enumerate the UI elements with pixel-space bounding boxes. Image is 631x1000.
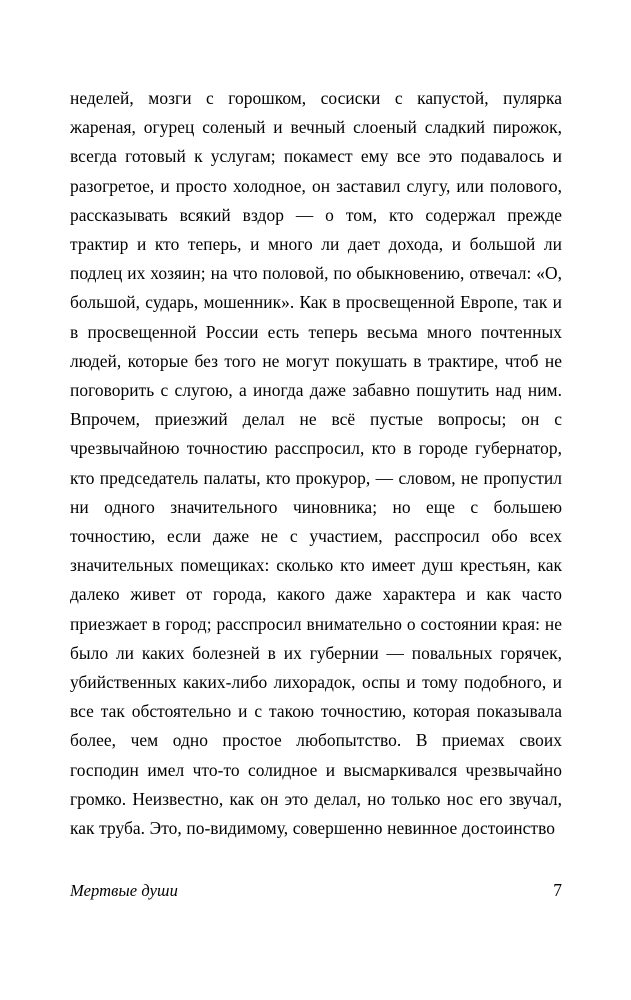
page-footer xyxy=(70,880,562,901)
body-paragraph: неделей, мозги с горошком, сосиски с капустой, пулярка жареная, огурец соленый и вечный слоеный сладкий пирожок, всегда готовый к услугам; покамест ему все это подавалось и разогретое, и просто холодное, он заставил слугу, или полового, рассказывать всякий вздор — о том, кто содержал прежде трактир и кто теперь, и много ли дает дохода, и большой ли подлец их хозяин; на что половой, по обыкновению, отвечал: «О, большой, сударь, мошенник». Как в просвещенной Европе, так и в просвещенной России есть теперь весьма много почтенных людей, которые без того не могут покушать в трактире, чтоб не поговорить с слугою, а иногда даже забавно пошутить над ним. Впрочем, приезжий делал не всё пустые вопросы; он с чрезвычайною точностию расспросил, кто в городе губернатор, кто председатель палаты, кто прокурор, — словом, не пропустил ни одного значительного чиновника; но еще с большею точностию, если даже не с участием, расспросил обо всех значительных помещиках: сколько кто имеет душ крестьян, как далеко живет от города, какого даже характера и как часто приезжает в город; расспросил внимательно о состоянии края: не было ли каких болезней в их губернии — повальных горячек, убийственных каких-либо лихорадок, оспы и тому подобного, и все так обстоятельно и с такою точностию, которая показывала более, чем одно простое любопытство. В приемах своих господин имел что-то солидное и высмаркивался чрезвычайно громко. Неизвестно, как он это делал, но только нос его звучал, как труба. Это, по-видимому, совершенно невинное достоинство xyxy=(70,88,562,839)
body-text-block xyxy=(70,84,562,843)
page-number: 7 xyxy=(553,880,562,900)
running-title: Мертвые души xyxy=(70,881,178,900)
